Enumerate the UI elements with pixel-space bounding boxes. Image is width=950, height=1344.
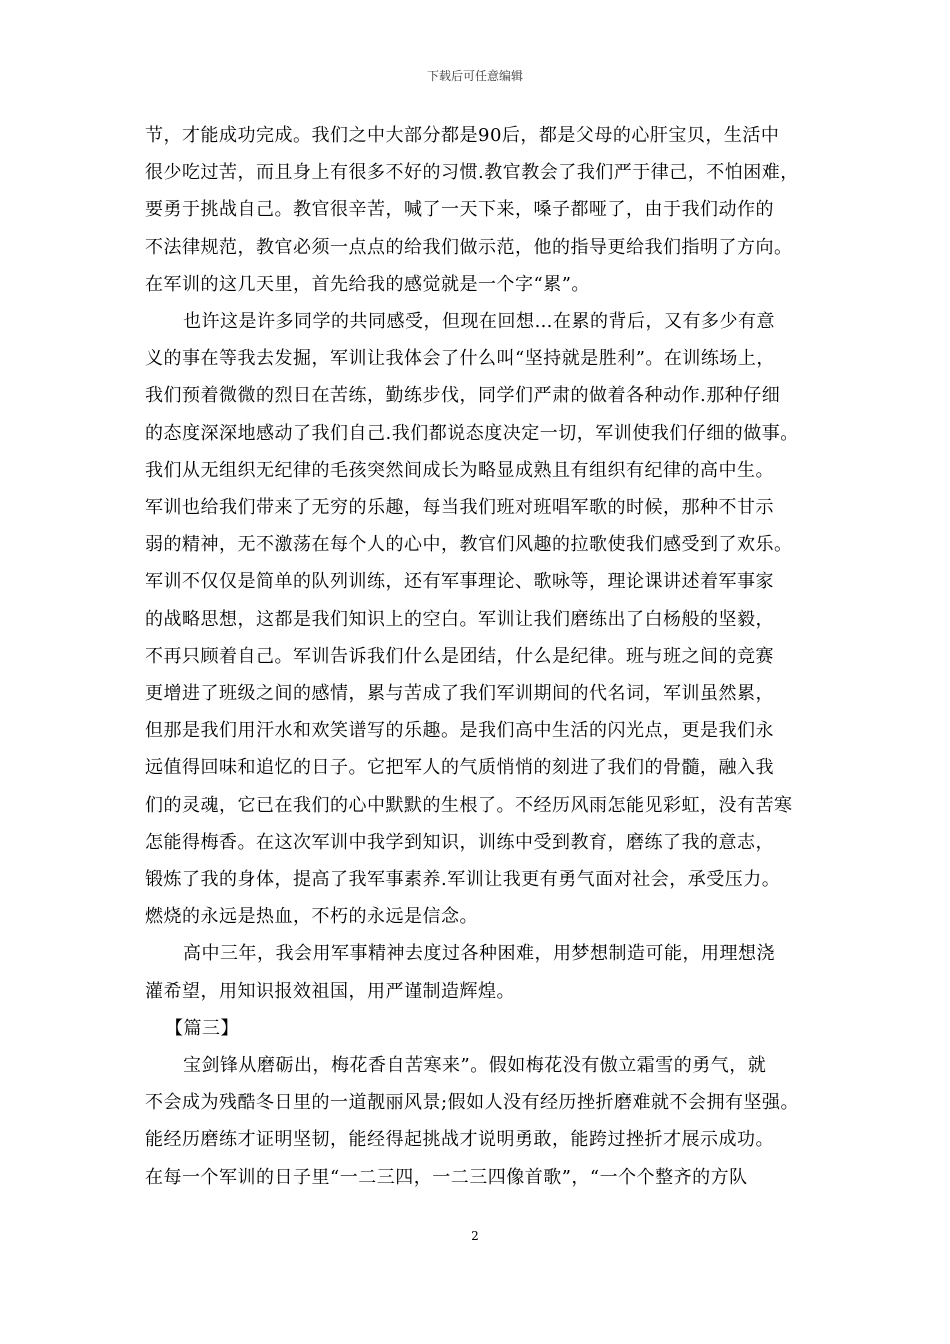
text-line: 们的灵魂，它已在我们的心中默默的生根了。不经历风雨怎能见彩虹，没有苦寒 <box>145 794 793 816</box>
text-line: 在军训的这几天里，首先给我的感觉就是一个字“累”。 <box>145 273 590 295</box>
text-line: 灌希望，用知识报效祖国，用严谨制造辉煌。 <box>145 980 515 1002</box>
text-line: 我们预着微微的烈日在苦练，勤练步伐，同学们严肃的做着各种动作.那种仔细 <box>145 385 781 407</box>
text-line: 军训也给我们带来了无穷的乐趣，每当我们班对班唱军歌的时候，那种不甘示 <box>145 497 774 519</box>
text-line: 我们从无组织无纪律的毛孩突然间成长为略显成熟且有组织有纪律的高中生。 <box>145 459 774 481</box>
section-heading: 【篇三】 <box>165 1017 239 1039</box>
body-text <box>145 117 811 1196</box>
text-line: 的态度深深地感动了我们自己.我们都说态度决定一切，军训使我们仔细的做事。 <box>145 422 799 444</box>
paragraph-start-line: 高中三年，我会用军事精神去度过各种困难，用梦想制造可能，用理想浇 <box>183 943 775 965</box>
page-header: 下载后可任意编辑 <box>426 69 523 83</box>
text-line: 义的事在等我去发掘，军训让我体会了什么叫“坚持就是胜利”。在训练场上， <box>145 348 775 370</box>
text-line: 很少吃过苦，而且身上有很多不好的习惯.教官教会了我们严于律己，不怕困难， <box>145 162 799 184</box>
text-line: 更增进了班级之间的感情，累与苦成了我们军训期间的代名词，军训虽然累， <box>145 683 774 705</box>
text-line: 能经历磨练才证明坚韧，能经得起挑战才说明勇敢，能跨过挫折才展示成功。 <box>145 1129 774 1151</box>
text-line: 怎能得梅香。在这次军训中我学到知识，训练中受到教育，磨练了我的意志， <box>145 831 774 853</box>
text-line: 的战略思想，这都是我们知识上的空白。军训让我们磨练出了白杨般的坚毅， <box>145 608 774 630</box>
text-line: 不法律规范，教官必须一点点的给我们做示范，他的指导更给我们指明了方向。 <box>145 236 793 258</box>
text-line: 但那是我们用汗水和欢笑谱写的乐趣。是我们高中生活的闪光点，更是我们永 <box>145 720 774 742</box>
text-line: 不会成为残酷冬日里的一道靓丽风景;假如人没有经历挫折磨难就不会拥有坚强。 <box>145 1092 800 1114</box>
text-line: 不再只顾着自己。军训告诉我们什么是团结，什么是纪律。班与班之间的竞赛 <box>145 645 774 667</box>
paragraph-start-line: 也许这是许多同学的共同感受，但现在回想…在累的背后，又有多少有意 <box>183 311 775 333</box>
text-line: 远值得回味和追忆的日子。它把军人的气质悄悄的刻进了我们的骨髓，融入我 <box>145 757 774 779</box>
paragraph-start-line: 宝剑锋从磨砺出，梅花香自苦寒来”。假如梅花没有傲立霜雪的勇气，就 <box>183 1055 767 1077</box>
text-line: 燃烧的永远是热血，不朽的永远是信念。 <box>145 906 478 928</box>
text-line: 军训不仅仅是简单的队列训练，还有军事理论、歌咏等，理论课讲述着军事家 <box>145 571 774 593</box>
page-number: 2 <box>471 1229 479 1243</box>
text-line: 节，才能成功完成。我们之中大部分都是90后，都是父母的心肝宝贝，生活中 <box>145 125 780 146</box>
text-line: 锻炼了我的身体，提高了我军事素养.军训让我更有勇气面对社会，承受压力。 <box>145 869 781 891</box>
text-line: 在每一个军训的日子里“一二三四，一二三四像首歌”，“一个个整齐的方队 <box>145 1166 748 1188</box>
text-line: 要勇于挑战自己。教官很辛苦，喊了一天下来，嗓子都哑了，由于我们动作的 <box>145 199 774 221</box>
text-line: 弱的精神，无不激荡在每个人的心中，教官们风趣的拉歌使我们感受到了欢乐。 <box>145 534 793 556</box>
